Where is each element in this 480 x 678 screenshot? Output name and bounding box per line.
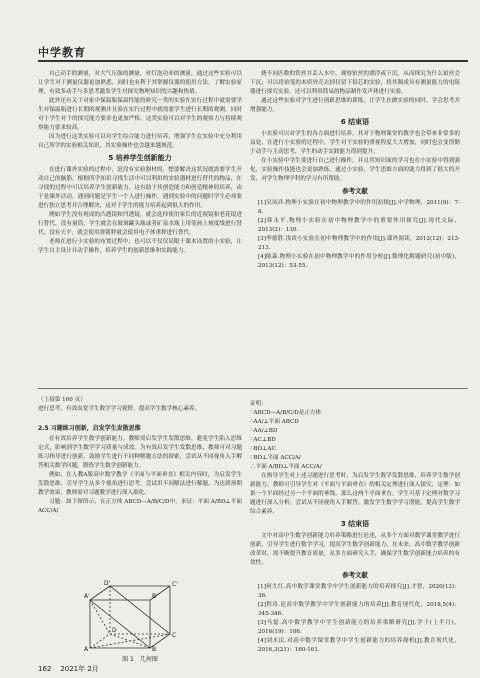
column-right-top — [250, 70, 460, 386]
paragraph: 例如，在人教A版高中数学教学《平面与平面垂直》相关内容时，为启发学生发散思维，引导学生从多个视角进行思考，尝试用不同解法进行解题，为达到预期教学效果，教师需对习题教学进行深入细化。 — [38, 472, 242, 496]
vertex-label: D — [112, 627, 117, 634]
vertex-label: C — [172, 632, 177, 639]
issue-date: 2021年 2月 — [60, 665, 99, 673]
section-title: 2.5 习题练习创新，启发学生发散思维 — [38, 425, 141, 432]
reference-item: [3]李德胜.浅谈小实验在初中物理教学中的作用[J].课外阅读，2012(12)：213-213. — [258, 236, 460, 251]
reference-item: [2]程涛.论高中数学教学中学生创新能力的培养[J].教育现代化，2018,5(4)：345-346. — [258, 602, 460, 617]
paragraph: 习题：如下图所示，在正方体 ABCD—A/B/C/D中，求证：平面 A/BD⊥平面 ACC/A/ — [38, 499, 242, 514]
paragraph: 小实验可以对学生的各方面进行培养，其对于物理课堂的教学也会带来非常多的益处，在进行小实验的过程中，学生对于实验的重视程度大大增加，同时也会变得勤于动手与主动思考，学生的动手实践能力得到提升。 — [250, 131, 460, 155]
page-footer — [38, 664, 99, 674]
vertex-label: B' — [152, 593, 158, 600]
vertex-label: C' — [172, 581, 178, 588]
continuation-text: 进行思考，有效而宽学生数学学习视野，提高学生数学核心素养。 — [38, 406, 201, 412]
vertex-label: B — [152, 646, 157, 653]
diagonal-bd — [110, 634, 150, 648]
cube-edge — [90, 586, 110, 600]
paragraph: 在小实验中学生要进行自己进行操作，并且其知识面的学习也在小实验中得到强化，实验操作技能也会更加熟练。通过小实验，学生思维方面的能力得到了很大的开发，对学生物理学科的学习有所帮助。 — [250, 158, 460, 182]
vertex-label: A' — [84, 593, 90, 600]
proof-line: ∵ABCD—A/B/C/D是正方体 — [250, 410, 322, 416]
column-left-bottom — [38, 422, 242, 578]
column-left-top — [38, 70, 242, 386]
paragraph: 通过这些实验对学生进行创新思维的训练，让学生在做实验的同时，学会思考并增强能力。 — [250, 98, 460, 113]
cube-hidden-edge — [90, 634, 110, 648]
reference-item: [4]刘水民.对高中数学课堂教学中学生创新能力的培养探析[J].教育现代化，2016,3(21)：160-161. — [258, 638, 460, 653]
cube-figure — [60, 580, 210, 652]
proof-line: ∵AC⊥BD — [250, 437, 276, 443]
continuation-block — [38, 396, 242, 414]
paragraph: 在指导学生对上述习题进行思考时，为启发学生数学发散思维，培养学生数学创新能力，教师可引导学生对《平面与平面垂直》的相关定理进行深入探究，定理：如果一个平面经过另一个平面的垂线，那么这两个平面垂直。学生可基于定理对数学习题进行深入分析，尝试从不同视角入手解答，激发学生数学学习潜能，提高学生数学综合素养。 — [250, 473, 460, 515]
proof-line: ∴BD⊥AC — [250, 446, 276, 452]
vertex-label: D' — [104, 580, 111, 587]
journal-title: 中学教育 — [38, 46, 86, 59]
section-title: 6 结束语 — [340, 118, 370, 126]
page-number: 162 — [38, 665, 52, 673]
paragraph: 文中对高中生数学创新能力培养策略进行论述，从多个方面对数学课堂教学进行创新，引导学生进行数学学习，提高学生数学创新能力。在未来，高中数学教学创新改革时，需不断提升教育质量，从多方面研究入手，确保学生数学创新能力培养的有效性。 — [250, 533, 460, 566]
section-title: 3 结束语 — [340, 520, 370, 528]
diagonal-a1b — [90, 600, 150, 648]
reference-item: [2]韩永平.物理小实验在初中物理教学中的重要作用探究[J].现代交际，2013(2)：130. — [258, 218, 460, 233]
reference-item: [4]陈森.物理小实验在初中物理教学中的作用分析[J].数理化解题研究(初中版)，2013(12)：53-55. — [258, 254, 460, 269]
paragraph: 自己动手的测量，对大气压强的测量，对灯泡功率的测量，通过这些实验可以让学生对于测量仪器更加熟悉，同时也有利于其掌握仪器的使用方法，了解实验原理，有效多动手与多思考激发学生对探究物理知识的兴趣和热情。 — [38, 71, 242, 95]
proof-line: ∴BD⊥平面 ACC/A/ — [250, 455, 301, 461]
cube-back-edges — [110, 586, 170, 634]
proof-line: ∴AA/⊥BD — [250, 428, 278, 434]
paragraph: 因为进行这类实验可以对学生综合能力进行培养，增强学生在实验中充分利用自己所学的实验相关知识，其实验操作也会越来越规范。 — [38, 134, 242, 149]
vertex-label: A — [84, 646, 89, 653]
proof-line: 证明： — [250, 401, 267, 407]
column-right-bottom — [250, 400, 460, 653]
paragraph: 在有效培养学生数学创新能力，教师需启发学生发散思维，避免学生陷入思维定式，影响到学生数学学习质量与成效。为有效启发学生发散思维，教师可对习题练习指导进行创新，鼓励学生进行不同种解题方法的探索，尝试从不同视角入手解答相关数学问题，锻炼学生数学创新能力。 — [38, 436, 242, 469]
continuation-note: （上接第 160 页） — [38, 397, 86, 403]
reference-item: [1]吴凤祥.物理小实验在初中物理教学中的作用初探[J].中学物理，2011(9)：7-8. — [258, 200, 460, 215]
paragraph: 烧不同匹数的铁丝并丢入水中，观察铂丝的漂浮或下沉，从而探究为什么铂丝会下沉；可以将铂笔的木质外壳去掉仅留下铅芯的实验，将其制成具有测量能力的电阻器进行探究实验，还可以利用简易的物品制作发声体进行实验。 — [250, 71, 460, 95]
figure-caption: 图 1 几何图 — [122, 656, 158, 663]
references-title: 参考文献 — [342, 571, 368, 579]
reference-item: [3]马磊.高中数学教学中学生创新能力的培养策略研究[J].学子(上半月)，2016(19)：106. — [258, 620, 460, 635]
paragraph: 在进行课外实验的过程中，是没有实验器材的，想要解决这状况就需要学生开动自己的脑筋，根据所学知识寻找生活中可以利用的实验器材进行替代的物品，在寻找的过程中可以培养学生创新能力。这有助于其创造能力和创造精神的培养，由于是课外活动，遇到问题是学生一个人进行操作，遇到实验中的问题时学生必须要进行独立思考并合理解决，这对于学生的能力培养起到很大的作用。 — [38, 167, 242, 209]
article-divider — [38, 388, 468, 389]
header-rule — [38, 60, 468, 62]
proof-line: ∴AA/⊥平面 ABCD — [250, 419, 299, 425]
diagonal-a1d — [90, 600, 110, 634]
section-title: 5 培养学生创新能力 — [108, 154, 172, 162]
paragraph: 老师在进行小实验的布置过程中，也可以不仅仅局限于课本设置的小实验，让学生自主设计并动手操作，培养学生的创新思维和实践能力。 — [38, 239, 242, 254]
references-title: 参考文献 — [342, 187, 368, 195]
paragraph: 例如学生没有现成的凸透镜和凹透镜，就会选择使用家长的近视镜和老花镜进行替代，没有量筒，学生就会在玻璃罐头瓶或者矿泉水瓶上用笔画上刻度线进行替代，没有天平，就会使用弹簧秤就会使用电子体重秤进行替代。 — [38, 212, 242, 236]
reference-item: [1]何九红.高中数学课堂教学中学生创新能力的培养探究[J].才智，2020(12)：36. — [258, 584, 460, 599]
paragraph: 此外还有关于对家中保温瓶保温性能的研究一类的实验在实行过程中就需要学生对保温瓶进行长期的观测并且验在实行过程中就需要学生进行长期的观测，同时对于学生对于的探究能力要求也更加严格。这类实验可以对学生的观察力与持续观察能力要求较高。 — [38, 98, 242, 131]
proof-line: ∴平面 A/BD⊥平面 ACC/A/ — [250, 464, 322, 470]
